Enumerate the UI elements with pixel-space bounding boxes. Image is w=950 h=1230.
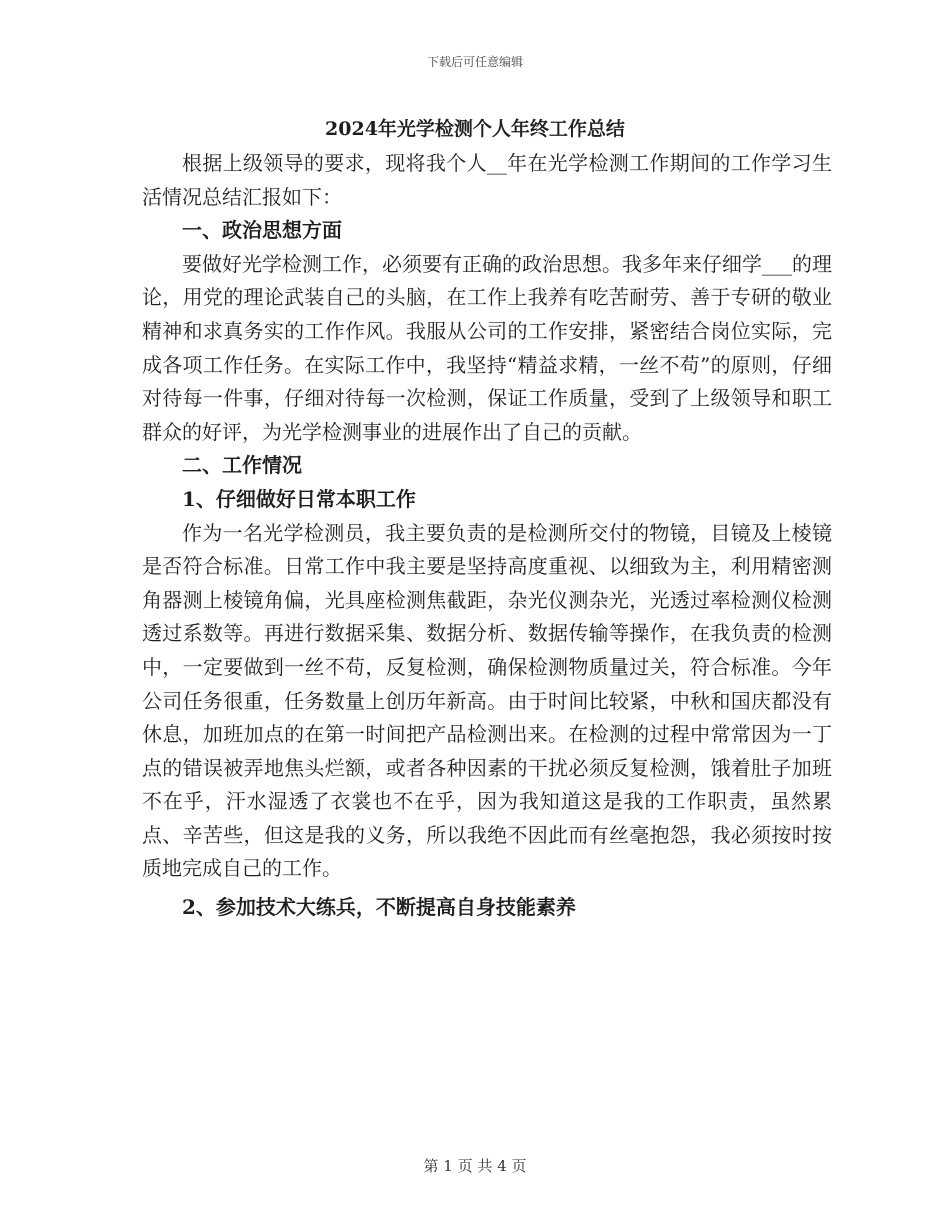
page-footer: 第 1 页 共 4 页 [423,1157,527,1175]
subheading-daily-work: 1、仔细做好日常本职工作 [182,486,416,511]
daily-work-paragraph: 作为一名光学检测员，我主要负责的是检测所交付的物镜，目镜及上棱镜是否符合标准。日常工作中我主要是坚持高度重视、以细致为主，利用精密测角器测上棱镜角偏，光具座检测焦截距，杂光仪测杂光，光透过率检测仪检测透过系数等。再进行数据采集、数据分析、数据传输等操作，在我负责的检测中，一定要做到一丝不苟，反复检测，确保检测物质量过关，符合标准。今年公司任务很重，任务数量上创历年新高。由于时间比较紧，中秋和国庆都没有休息，加班加点的在第一时间把产品检测出来。在检测的过程中常常因为一丁点的错误被弄地焦头烂额，或者各种因素的干扰必须反复检测，饿着肚子加班不在乎，汗水湿透了衣裳也不在乎，因为我知道这是我的工作职责，虽然累点、辛苦些，但这是我的义务，所以我绝不因此而有丝毫抱怨，我必须按时按质地完成自己的工作。 [142,520,832,881]
intro-paragraph: 根据上级领导的要求，现将我个人__年在光学检测工作期间的工作学习生活情况总结汇报如下： [142,151,832,209]
section-heading-work: 二、工作情况 [182,453,302,478]
document-title: 2024年光学检测个人年终工作总结 [325,118,625,140]
page-header: 下载后可任意编辑 [426,55,523,69]
document-body [142,147,832,925]
section-heading-politics: 一、政治思想方面 [182,218,342,243]
politics-paragraph: 要做好光学检测工作，必须要有正确的政治思想。我多年来仔细学___的理论，用党的理论武装自己的头脑，在工作上我养有吃苦耐劳、善于专研的敬业精神和求真务实的工作作风。我服从公司的工作安排，紧密结合岗位实际，完成各项工作任务。在实际工作中，我坚持“精益求精，一丝不苟”的原则，仔细对待每一件事，仔细对待每一次检测，保证工作质量，受到了上级领导和职工群众的好评，为光学检测事业的进展作出了自己的贡献。 [142,251,832,444]
subheading-skills-training: 2、参加技术大练兵，不断提高自身技能素养 [182,895,576,920]
